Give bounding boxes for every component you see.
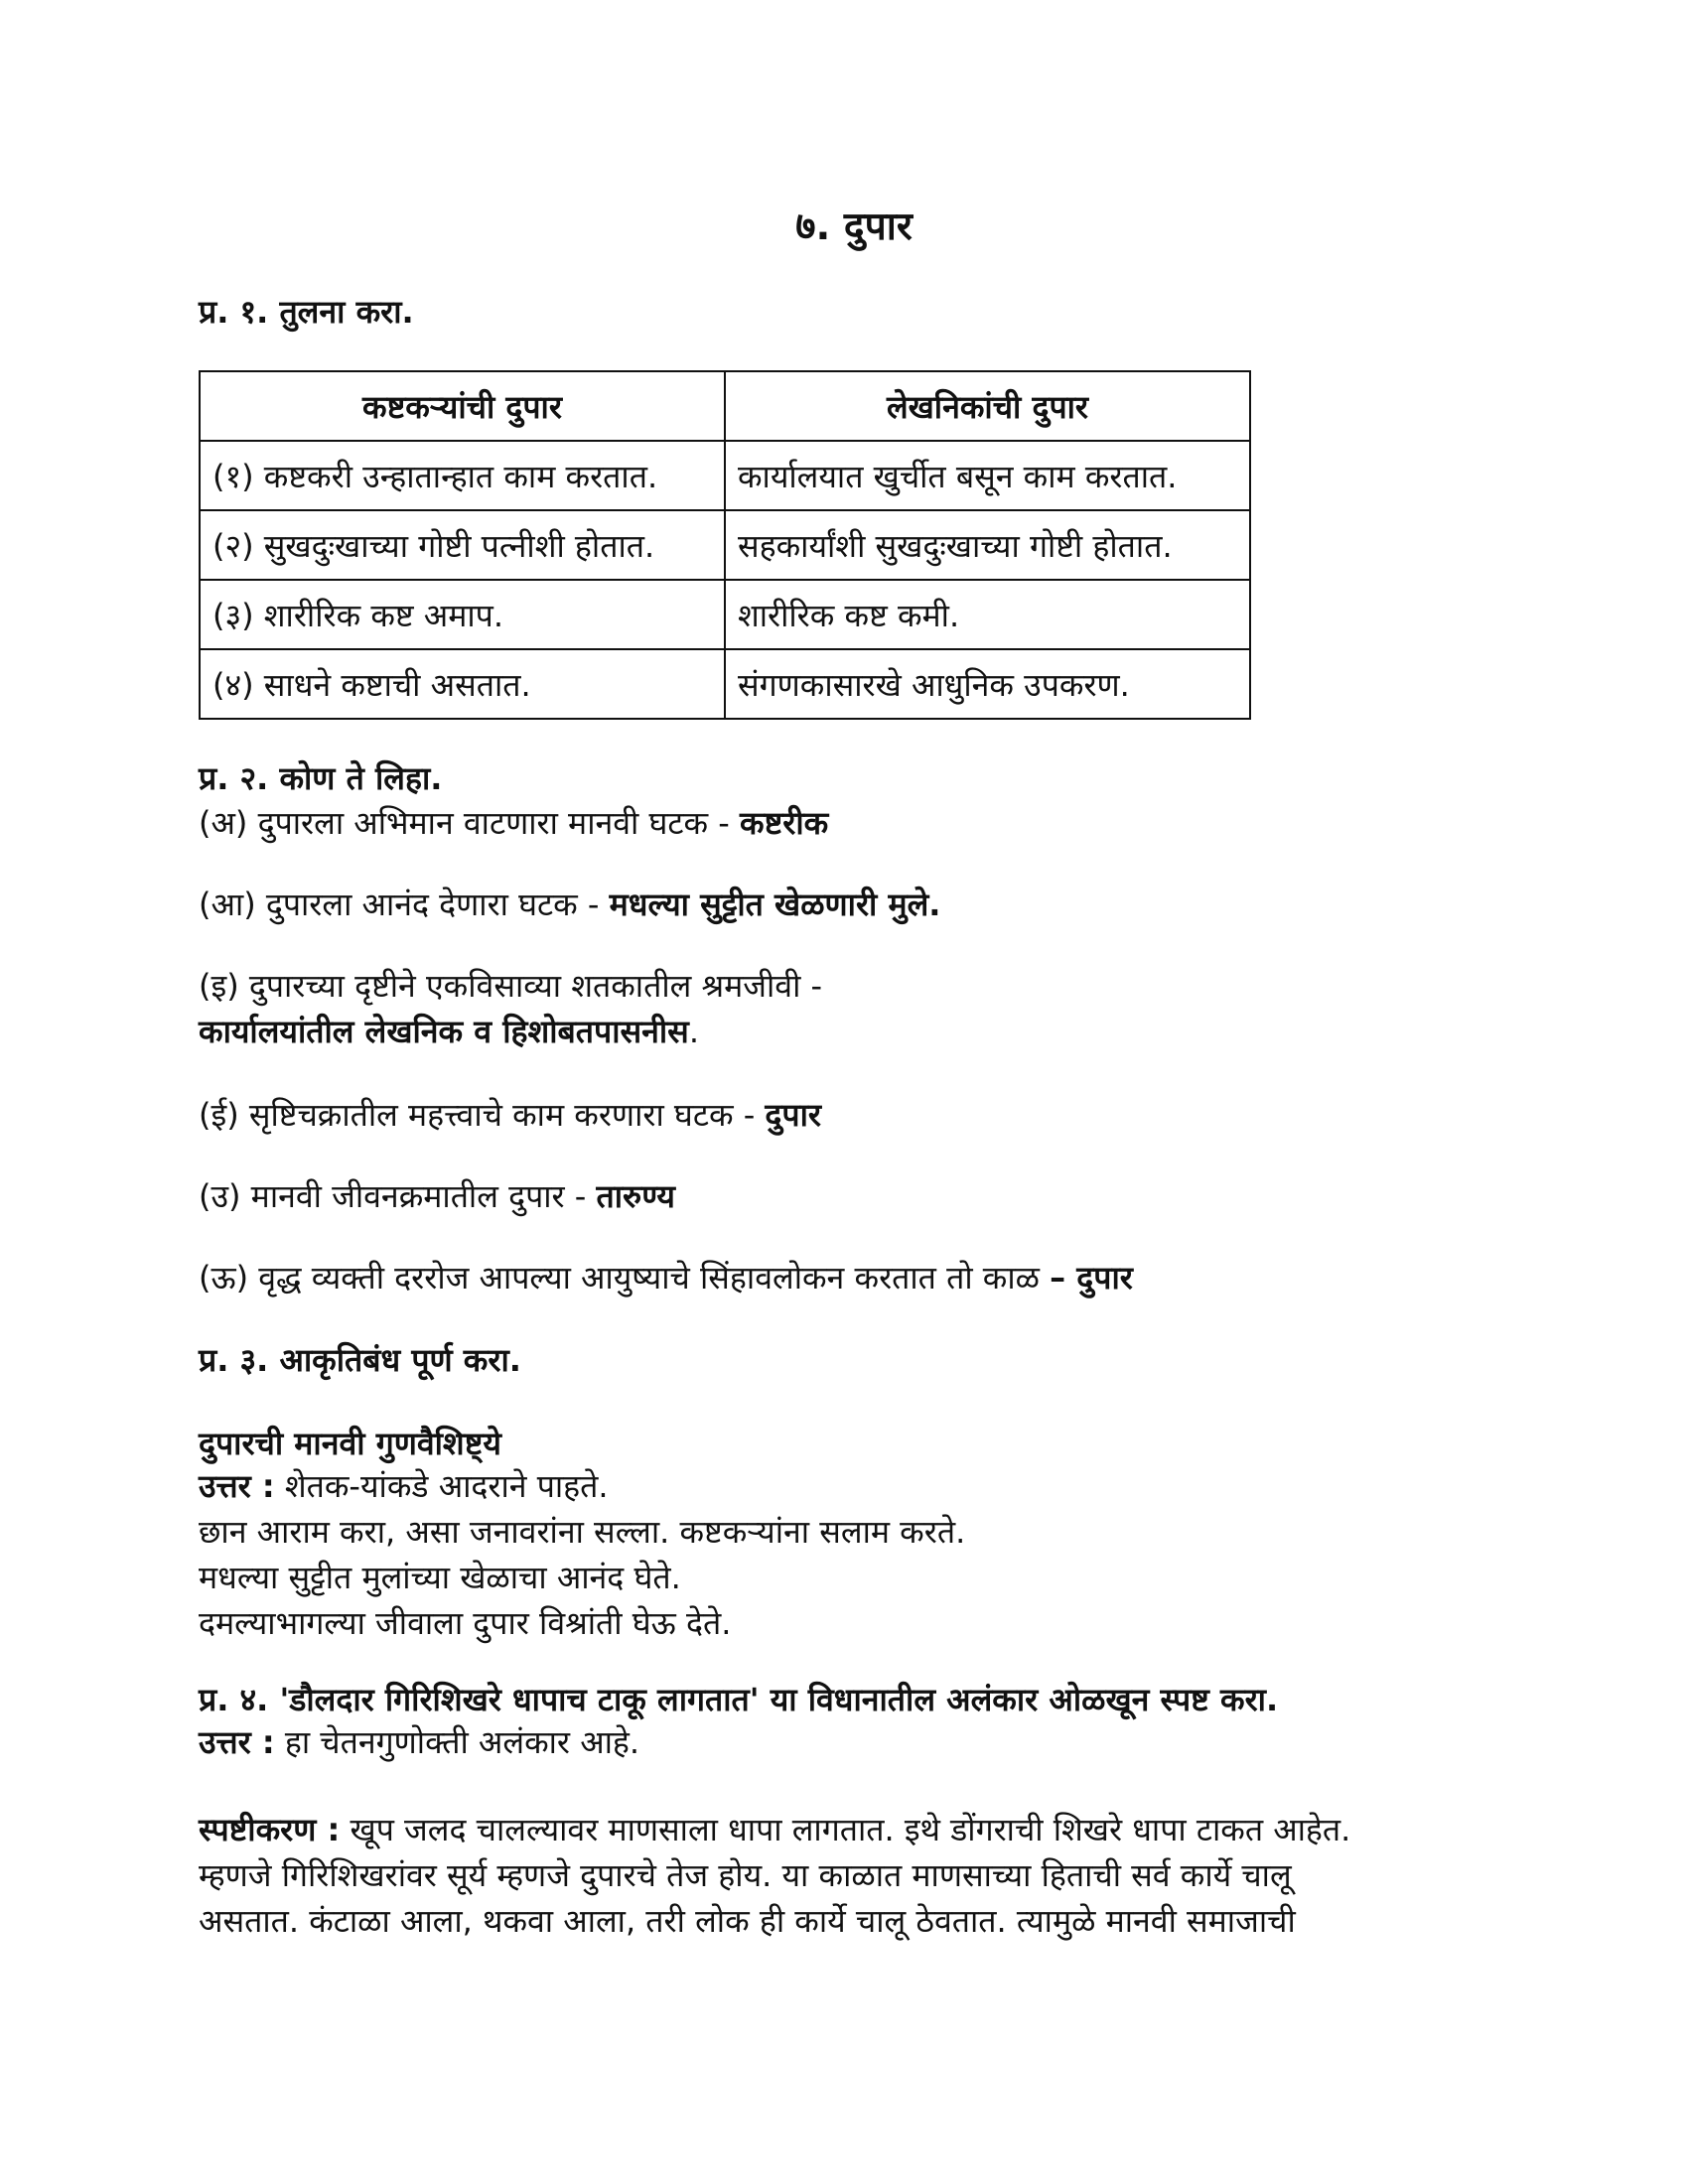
q4-explanation-line: म्हणजे गिरिशिखरांवर सूर्य म्हणजे दुपारचे तेज होय. या काळात माणसाच्या हिताची सर्व कार्ये चालू	[199, 1856, 1292, 1894]
explanation-text: खूप जलद चालल्यावर माणसाला धापा लागतात. इथे डोंगराची शिखरे धापा टाकत आहेत.	[340, 1811, 1351, 1848]
q2-answer: दुपार	[765, 1096, 821, 1134]
column-header: लेखनिकांची दुपार	[725, 371, 1250, 441]
q2-answer: कार्यालयांतील लेखनिक व हिशोबतपासनीस	[199, 1013, 689, 1050]
q2-question: (इ) दुपारच्या दृष्टीने एकविसाव्या शतकातील श्रमजीवी -	[199, 967, 823, 1005]
comparison-table	[199, 370, 1251, 720]
table-cell: कार्यालयात खुर्चीत बसून काम करतात.	[725, 441, 1250, 510]
q2-item	[199, 1173, 675, 1219]
q1-heading: प्र. १. तुलना करा.	[199, 293, 414, 331]
table-cell: (३) शारीरिक कष्ट अमाप.	[200, 580, 725, 649]
q2-answer: – दुपार	[1050, 1259, 1133, 1297]
table-cell: सहकार्यांशी सुखदुःखाच्या गोष्टी होतात.	[725, 510, 1250, 580]
q3-answer-line: दमल्याभागल्या जीवाला दुपार विश्रांती घेऊ देते.	[199, 1604, 732, 1642]
q2-question: (ऊ) वृद्ध व्यक्ती दररोज आपल्या आयुष्याचे सिंहावलोकन करतात तो काळ	[199, 1259, 1051, 1297]
q3-answer-line	[199, 1463, 609, 1509]
q3-answer-line: मधल्या सुट्टीत मुलांच्या खेळाचा आनंद घेते.	[199, 1559, 681, 1596]
table-cell: संगणकासारखे आधुनिक उपकरण.	[725, 649, 1250, 719]
answer-text: हा चेतनगुणोक्ती अलंकार आहे.	[274, 1723, 640, 1761]
q2-item	[199, 800, 828, 846]
answer-text: शेतक-यांकडे आदराने पाहते.	[274, 1467, 609, 1505]
table-row	[200, 441, 1250, 510]
answer-label: उत्तर :	[199, 1723, 275, 1761]
q3-subheading: दुपारची मानवी गुणवैशिष्ट्ये	[199, 1425, 501, 1462]
q2-item	[199, 882, 940, 927]
table-row	[200, 580, 1250, 649]
q4-heading: प्र. ४. 'डौलदार गिरिशिखरे धापाच टाकू लागतात' या विधानातील अलंकार ओळखून स्पष्ट करा.	[199, 1681, 1279, 1718]
q3-answer-line: छान आराम करा, असा जनावरांना सल्ला. कष्टकऱ्यांना सलाम करते.	[199, 1513, 966, 1551]
q2-question: (आ) दुपारला आनंद देणारा घटक -	[199, 886, 610, 923]
explanation-label: स्पष्टीकरण :	[199, 1811, 341, 1848]
answer-label: उत्तर :	[199, 1467, 275, 1505]
q2-heading: प्र. २. कोण ते लिहा.	[199, 759, 443, 797]
q2-item	[199, 963, 822, 1009]
q2-item	[199, 1255, 1133, 1300]
table-cell: (२) सुखदुःखाच्या गोष्टी पत्नीशी होतात.	[200, 510, 725, 580]
q4-answer-line	[199, 1719, 639, 1765]
table-cell: (४) साधने कष्टाची असतात.	[200, 649, 725, 719]
table-cell: (१) कष्टकरी उन्हातान्हात काम करतात.	[200, 441, 725, 510]
q2-question: (ई) सृष्टिचक्रातील महत्त्वाचे काम करणारा घटक -	[199, 1096, 766, 1134]
table-cell: शारीरिक कष्ट कमी.	[725, 580, 1250, 649]
q2-question: (उ) मानवी जीवनक्रमातील दुपार -	[199, 1177, 597, 1215]
q4-explanation-line	[199, 1807, 1350, 1852]
table-row	[200, 510, 1250, 580]
q2-answer: मधल्या सुट्टीत खेळणारी मुले.	[609, 886, 941, 923]
q4-explanation-line: असतात. कंटाळा आला, थकवा आला, तरी लोक ही कार्ये चालू ठेवतात. त्यामुळे मानवी समाजाची	[199, 1902, 1296, 1940]
q2-answer: कष्टरीक	[740, 804, 829, 842]
q2-item	[199, 1092, 821, 1138]
q2-answer: तारुण्य	[596, 1177, 675, 1215]
q3-heading: प्र. ३. आकृतिबंध पूर्ण करा.	[199, 1341, 521, 1379]
q2-answer-tail: .	[688, 1013, 699, 1050]
table-row	[200, 649, 1250, 719]
q2-question: (अ) दुपारला अभिमान वाटणारा मानवी घटक -	[199, 804, 740, 842]
q2-item-answer-line	[199, 1009, 699, 1054]
column-header: कष्टकऱ्यांची दुपार	[200, 371, 725, 441]
table-header-row	[200, 371, 1250, 441]
page-title: ७. दुपार	[795, 205, 913, 249]
